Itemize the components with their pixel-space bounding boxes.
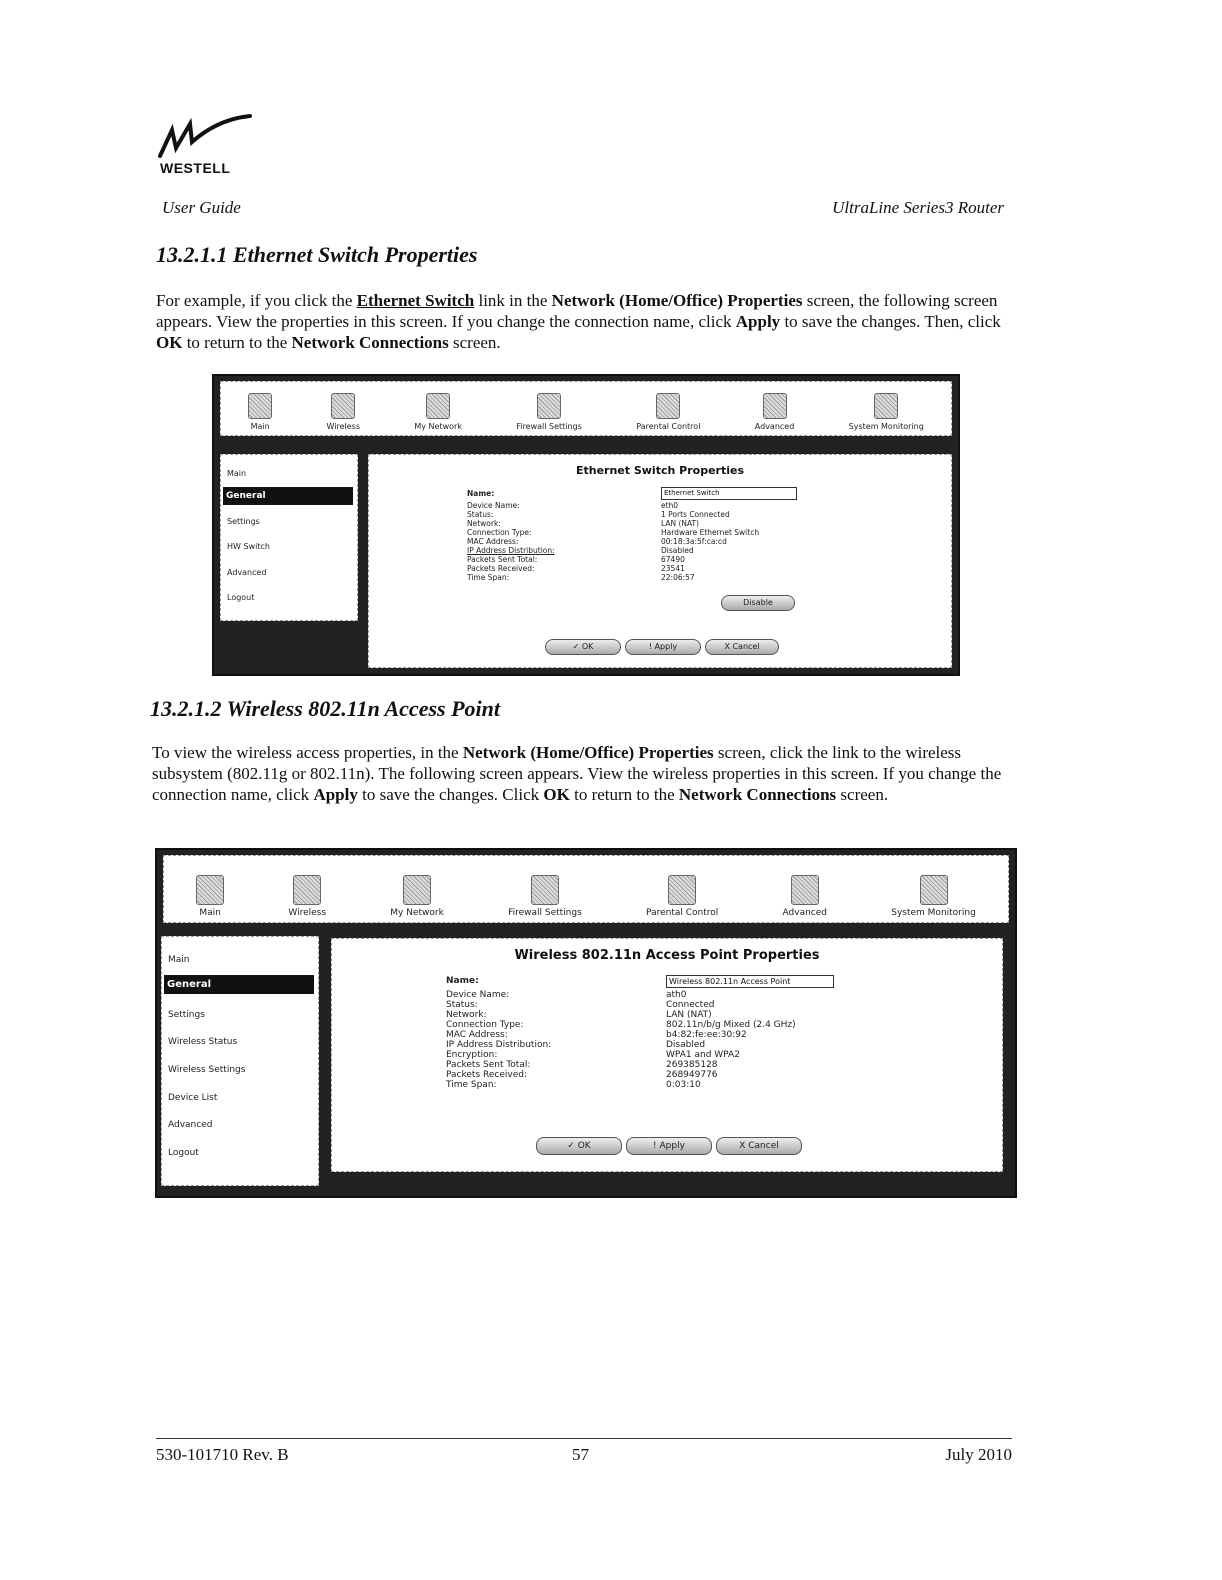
section-paragraph-1: For example, if you click the Ethernet Switch link in the Network (Home/Office) Properties screen, the following screen appears. View the properties in this screen. If you change the connection name, click Apply to save the changes. Then, click OK to return to the Network Connections screen. — [156, 291, 1001, 352]
label2-connection-type: Connection Type: — [446, 1020, 524, 1030]
value2-network: LAN (NAT) — [666, 1010, 712, 1020]
label2-name: Name: — [446, 976, 479, 986]
nav-my-network[interactable]: My Network — [414, 393, 462, 431]
nav-advanced[interactable]: Advanced — [755, 393, 795, 431]
name-input[interactable]: Ethernet Switch — [661, 487, 797, 500]
nav-wireless[interactable]: Wireless — [327, 393, 360, 431]
label2-device-name: Device Name: — [446, 990, 510, 1000]
firewall-icon — [537, 393, 561, 419]
panel-title-2: Wireless 802.11n Access Point Properties — [514, 948, 820, 963]
monitor-icon — [874, 393, 898, 419]
value-mac: 00:18:3a:5f:ca:cd — [661, 537, 727, 546]
label2-encryption: Encryption: — [446, 1050, 498, 1060]
value2-device-name: ath0 — [666, 990, 687, 1000]
side-item-general[interactable]: General — [223, 487, 353, 505]
side-menu-2 — [161, 936, 319, 1186]
side-item-settings[interactable]: Settings — [227, 517, 260, 526]
label-network: Network: — [467, 519, 501, 528]
nav2-my-network[interactable]: My Network — [390, 875, 444, 918]
label-packets-sent: Packets Sent Total: — [467, 555, 538, 564]
footer-right: July 2010 — [945, 1445, 1012, 1464]
content-panel — [368, 454, 952, 668]
side2-item-wireless-status[interactable]: Wireless Status — [168, 1037, 238, 1047]
lock-icon — [656, 393, 680, 419]
wireless-icon — [293, 875, 321, 905]
section-paragraph-2: To view the wireless access properties, in the Network (Home/Office) Properties screen, click the link to the wireless subsystem (802.11g or 802.11n). The following screen appears. View the wireless properties in this screen. If you change the connection name, click Apply to save the changes. Click OK to return to the Network Connections screen. — [152, 743, 1002, 804]
value2-connection-type: 802.11n/b/g Mixed (2.4 GHz) — [666, 1020, 796, 1030]
value-ip-distribution: Disabled — [661, 546, 694, 555]
side2-item-device-list[interactable]: Device List — [168, 1093, 218, 1103]
side-item-logout[interactable]: Logout — [227, 593, 255, 602]
label2-packets-sent: Packets Sent Total: — [446, 1060, 531, 1070]
value2-mac: b4:82:fe:ee:30:92 — [666, 1030, 747, 1040]
side2-item-main[interactable]: Main — [168, 955, 190, 965]
label-device-name: Device Name: — [467, 501, 520, 510]
side2-item-advanced[interactable]: Advanced — [168, 1120, 213, 1130]
apply-button-2[interactable]: ! Apply — [626, 1137, 712, 1155]
westell-logo-mark — [150, 112, 260, 162]
label-connection-type: Connection Type: — [467, 528, 532, 537]
value-connection-type: Hardware Ethernet Switch — [661, 528, 760, 537]
lock-icon — [668, 875, 696, 905]
label-packets-received: Packets Received: — [467, 564, 535, 573]
advanced-icon — [763, 393, 787, 419]
nav-firewall[interactable]: Firewall Settings — [516, 393, 582, 431]
logo-text: WESTELL — [160, 160, 231, 176]
wireless-icon — [331, 393, 355, 419]
value-device-name: eth0 — [661, 501, 679, 510]
value-network: LAN (NAT) — [661, 519, 700, 528]
top-nav — [220, 381, 952, 436]
disable-button[interactable]: Disable — [721, 595, 795, 611]
value2-status: Connected — [666, 1000, 715, 1010]
side2-item-wireless-settings[interactable]: Wireless Settings — [168, 1065, 246, 1075]
section-heading-1: 13.2.1.1 Ethernet Switch Properties — [156, 242, 478, 267]
nav-system-monitoring[interactable]: System Monitoring — [849, 393, 924, 431]
nav2-system-monitoring[interactable]: System Monitoring — [891, 875, 976, 918]
ethernet-switch-link[interactable]: Ethernet Switch — [356, 291, 475, 310]
nav2-wireless[interactable]: Wireless — [288, 875, 326, 918]
value2-ip-distribution: Disabled — [666, 1040, 706, 1050]
nav2-parental[interactable]: Parental Control — [646, 875, 718, 918]
cancel-button-2[interactable]: X Cancel — [716, 1137, 802, 1155]
content-panel-2 — [331, 938, 1003, 1172]
nav2-firewall[interactable]: Firewall Settings — [508, 875, 582, 918]
top-nav-2 — [163, 855, 1009, 923]
side-item-main[interactable]: Main — [227, 469, 247, 478]
value-status: 1 Ports Connected — [661, 510, 730, 519]
label-time-span: Time Span: — [467, 573, 510, 582]
side2-item-logout[interactable]: Logout — [168, 1148, 199, 1158]
firewall-icon — [531, 875, 559, 905]
header-left: User Guide — [162, 198, 241, 217]
nav-main[interactable]: Main — [248, 393, 272, 431]
side-menu — [220, 454, 358, 621]
label-ip-distribution[interactable]: IP Address Distribution: — [467, 546, 555, 555]
network-icon — [426, 393, 450, 419]
nav-parental[interactable]: Parental Control — [636, 393, 700, 431]
footer-rule — [156, 1438, 1012, 1439]
footer-left: 530-101710 Rev. B — [156, 1445, 289, 1464]
apply-button[interactable]: ! Apply — [625, 639, 701, 655]
page-number: 57 — [572, 1445, 589, 1464]
label2-ip-distribution: IP Address Distribution: — [446, 1040, 552, 1050]
value2-packets-sent: 269385128 — [666, 1060, 718, 1070]
header-right: UltraLine Series3 Router — [832, 198, 1004, 217]
label-mac: MAC Address: — [467, 537, 519, 546]
label2-network: Network: — [446, 1010, 487, 1020]
wireless-ap-screenshot — [155, 848, 1017, 1198]
ok-button[interactable]: ✓ OK — [545, 639, 621, 655]
side2-item-general[interactable]: General — [164, 975, 314, 994]
name-input-2[interactable]: Wireless 802.11n Access Point — [666, 975, 834, 988]
label2-status: Status: — [446, 1000, 478, 1010]
value-time-span: 22:06:57 — [661, 573, 695, 582]
label2-time-span: Time Span: — [446, 1080, 497, 1090]
label2-mac: MAC Address: — [446, 1030, 508, 1040]
nav2-main[interactable]: Main — [196, 875, 224, 918]
section-heading-2: 13.2.1.2 Wireless 802.11n Access Point — [150, 696, 500, 721]
value2-packets-received: 268949776 — [666, 1070, 718, 1080]
main-icon — [196, 875, 224, 905]
main-icon — [248, 393, 272, 419]
nav2-advanced[interactable]: Advanced — [783, 875, 827, 918]
monitor-icon — [920, 875, 948, 905]
ethernet-switch-screenshot — [212, 374, 960, 676]
side2-item-settings[interactable]: Settings — [168, 1010, 205, 1020]
label-status: Status: — [467, 510, 494, 519]
network-icon — [403, 875, 431, 905]
advanced-icon — [791, 875, 819, 905]
side-item-hw-switch[interactable]: HW Switch — [227, 542, 270, 551]
value2-time-span: 0:03:10 — [666, 1080, 701, 1090]
value2-encryption: WPA1 and WPA2 — [666, 1050, 740, 1060]
label-name: Name: — [467, 489, 495, 498]
ok-button-2[interactable]: ✓ OK — [536, 1137, 622, 1155]
panel-title: Ethernet Switch Properties — [575, 464, 744, 477]
side-item-advanced[interactable]: Advanced — [227, 568, 267, 577]
label2-packets-received: Packets Received: — [446, 1070, 527, 1080]
value-packets-received: 23541 — [661, 564, 685, 573]
value-packets-sent: 67490 — [661, 555, 685, 564]
cancel-button[interactable]: X Cancel — [705, 639, 779, 655]
